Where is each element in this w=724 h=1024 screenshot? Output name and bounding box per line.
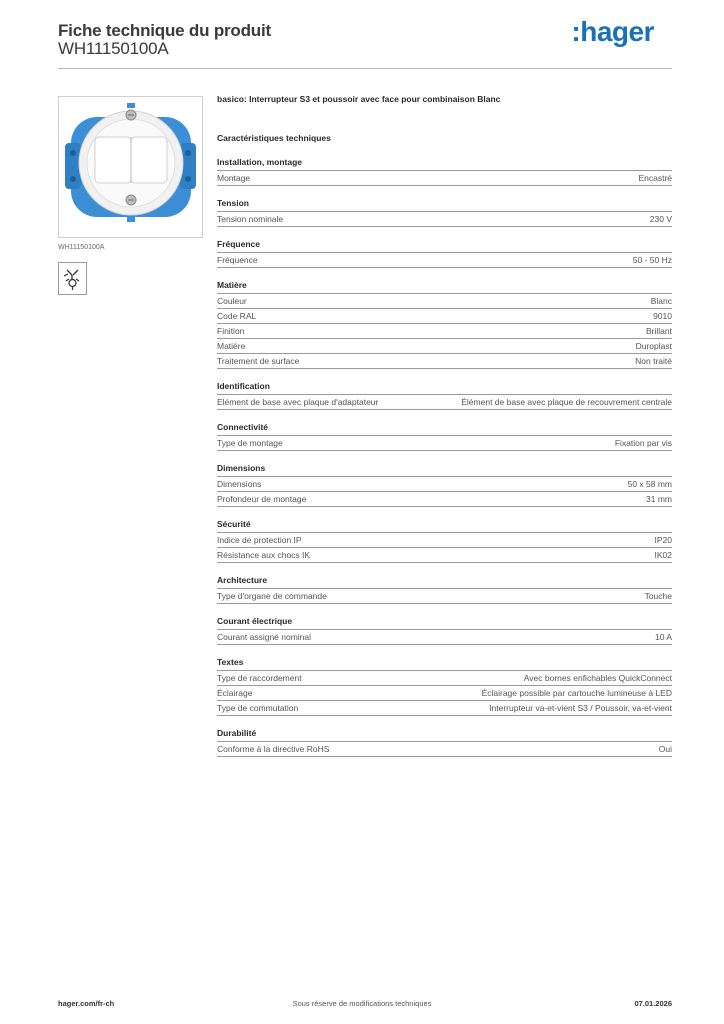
spec-value: Élément de base avec plaque de recouvrement centrale bbox=[461, 397, 672, 407]
footer-date: 07.01.2026 bbox=[634, 999, 672, 1008]
spec-row bbox=[217, 171, 672, 186]
section-title: Architecture bbox=[217, 575, 672, 589]
spec-value: Oui bbox=[658, 744, 672, 754]
section-title: Tension bbox=[217, 198, 672, 212]
hager-logo: :hager bbox=[571, 16, 654, 47]
spec-row bbox=[217, 354, 672, 369]
spec-label: Dimensions bbox=[217, 479, 262, 489]
spec-label: Type de commutation bbox=[217, 703, 299, 713]
spec-row bbox=[217, 492, 672, 507]
specs-heading: Caractéristiques techniques bbox=[217, 133, 331, 143]
page-title: Fiche technique du produit bbox=[58, 21, 271, 40]
header-divider bbox=[58, 68, 672, 69]
spec-section bbox=[217, 422, 672, 451]
section-title: Fréquence bbox=[217, 239, 672, 253]
section-title: Dimensions bbox=[217, 463, 672, 477]
product-name: basico: Interrupteur S3 et poussoir avec face pour combinaison Blanc bbox=[217, 94, 501, 104]
spec-label: Profondeur de montage bbox=[217, 494, 307, 504]
spec-label: Finition bbox=[217, 326, 245, 336]
section-title: Textes bbox=[217, 657, 672, 671]
spec-content bbox=[217, 94, 672, 769]
spec-label: Couleur bbox=[217, 296, 247, 306]
spec-label: Conforme à la directive RoHS bbox=[217, 744, 330, 754]
spec-row bbox=[217, 309, 672, 324]
spec-label: Type d'organe de commande bbox=[217, 591, 327, 601]
section-title: Durabilité bbox=[217, 728, 672, 742]
spec-section bbox=[217, 198, 672, 227]
spec-label: Montage bbox=[217, 173, 251, 183]
spec-label: Courant assigné nominal bbox=[217, 632, 312, 642]
spec-section bbox=[217, 575, 672, 604]
spec-section bbox=[217, 616, 672, 645]
spec-label: Éclairage bbox=[217, 688, 253, 698]
section-title: Matière bbox=[217, 280, 672, 294]
spec-label: Type de raccordement bbox=[217, 673, 302, 683]
spec-row bbox=[217, 324, 672, 339]
spec-value: Avec bornes enfichables QuickConnect bbox=[523, 673, 672, 683]
spec-value: IK02 bbox=[654, 550, 672, 560]
spec-row bbox=[217, 701, 672, 716]
spec-label: Résistance aux chocs IK bbox=[217, 550, 311, 560]
spec-row bbox=[217, 671, 672, 686]
spec-row bbox=[217, 395, 672, 410]
footer-website: hager.com/fr-ch bbox=[58, 999, 115, 1008]
spec-section bbox=[217, 728, 672, 757]
spec-value: Blanc bbox=[650, 296, 672, 306]
spec-label: Fréquence bbox=[217, 255, 258, 265]
spec-row bbox=[217, 548, 672, 563]
section-title: Identification bbox=[217, 381, 672, 395]
quickconnect-pictogram-icon bbox=[59, 263, 86, 294]
spec-row bbox=[217, 742, 672, 757]
spec-section bbox=[217, 463, 672, 507]
double-switch-product-photo bbox=[59, 97, 202, 237]
product-reference: WH11150100A bbox=[58, 39, 169, 58]
spec-label: Indice de protection IP bbox=[217, 535, 302, 545]
spec-section bbox=[217, 657, 672, 716]
spec-label: Traitement de surface bbox=[217, 356, 300, 366]
spec-section bbox=[217, 280, 672, 369]
spec-value: Brillant bbox=[646, 326, 672, 336]
spec-section bbox=[217, 157, 672, 186]
spec-row bbox=[217, 294, 672, 309]
product-image-caption: WH11150100A bbox=[58, 244, 105, 251]
spec-row bbox=[217, 477, 672, 492]
section-title: Courant électrique bbox=[217, 616, 672, 630]
spec-row bbox=[217, 339, 672, 354]
spec-row bbox=[217, 533, 672, 548]
spec-value: Éclairage possible par cartouche lumineuse à LED bbox=[481, 688, 672, 698]
spec-row bbox=[217, 589, 672, 604]
spec-value: Non traité bbox=[635, 356, 672, 366]
spec-row bbox=[217, 253, 672, 268]
product-image bbox=[58, 96, 203, 238]
spec-value: 50 - 50 Hz bbox=[632, 255, 672, 265]
section-title: Installation, montage bbox=[217, 157, 672, 171]
spec-row bbox=[217, 212, 672, 227]
spec-label: Code RAL bbox=[217, 311, 257, 321]
spec-value: Duroplast bbox=[635, 341, 672, 351]
spec-value: Encastré bbox=[638, 173, 672, 183]
spec-value: 9010 bbox=[653, 311, 672, 321]
spec-value: Fixation par vis bbox=[614, 438, 672, 448]
spec-row bbox=[217, 630, 672, 645]
spec-row bbox=[217, 436, 672, 451]
spec-label: Elément de base avec plaque d'adaptateur bbox=[217, 397, 379, 407]
spec-value: 230 V bbox=[649, 214, 672, 224]
spec-value: IP20 bbox=[654, 535, 672, 545]
pictogram-box bbox=[58, 262, 87, 295]
spec-label: Tension nominale bbox=[217, 214, 284, 224]
spec-value: Touche bbox=[644, 591, 672, 601]
spec-section bbox=[217, 239, 672, 268]
spec-label: Type de montage bbox=[217, 438, 283, 448]
spec-sections bbox=[217, 157, 672, 757]
section-title: Sécurité bbox=[217, 519, 672, 533]
spec-label: Matière bbox=[217, 341, 246, 351]
spec-value: Interrupteur va-et-vient S3 / Poussoir, va-et-vient bbox=[489, 703, 672, 713]
spec-section bbox=[217, 519, 672, 563]
spec-value: 10 A bbox=[654, 632, 672, 642]
spec-row bbox=[217, 686, 672, 701]
spec-value: 31 mm bbox=[646, 494, 672, 504]
spec-section bbox=[217, 381, 672, 410]
spec-value: 50 x 58 mm bbox=[627, 479, 672, 489]
footer-disclaimer: Sous réserve de modifications techniques bbox=[292, 999, 432, 1008]
section-title: Connectivité bbox=[217, 422, 672, 436]
